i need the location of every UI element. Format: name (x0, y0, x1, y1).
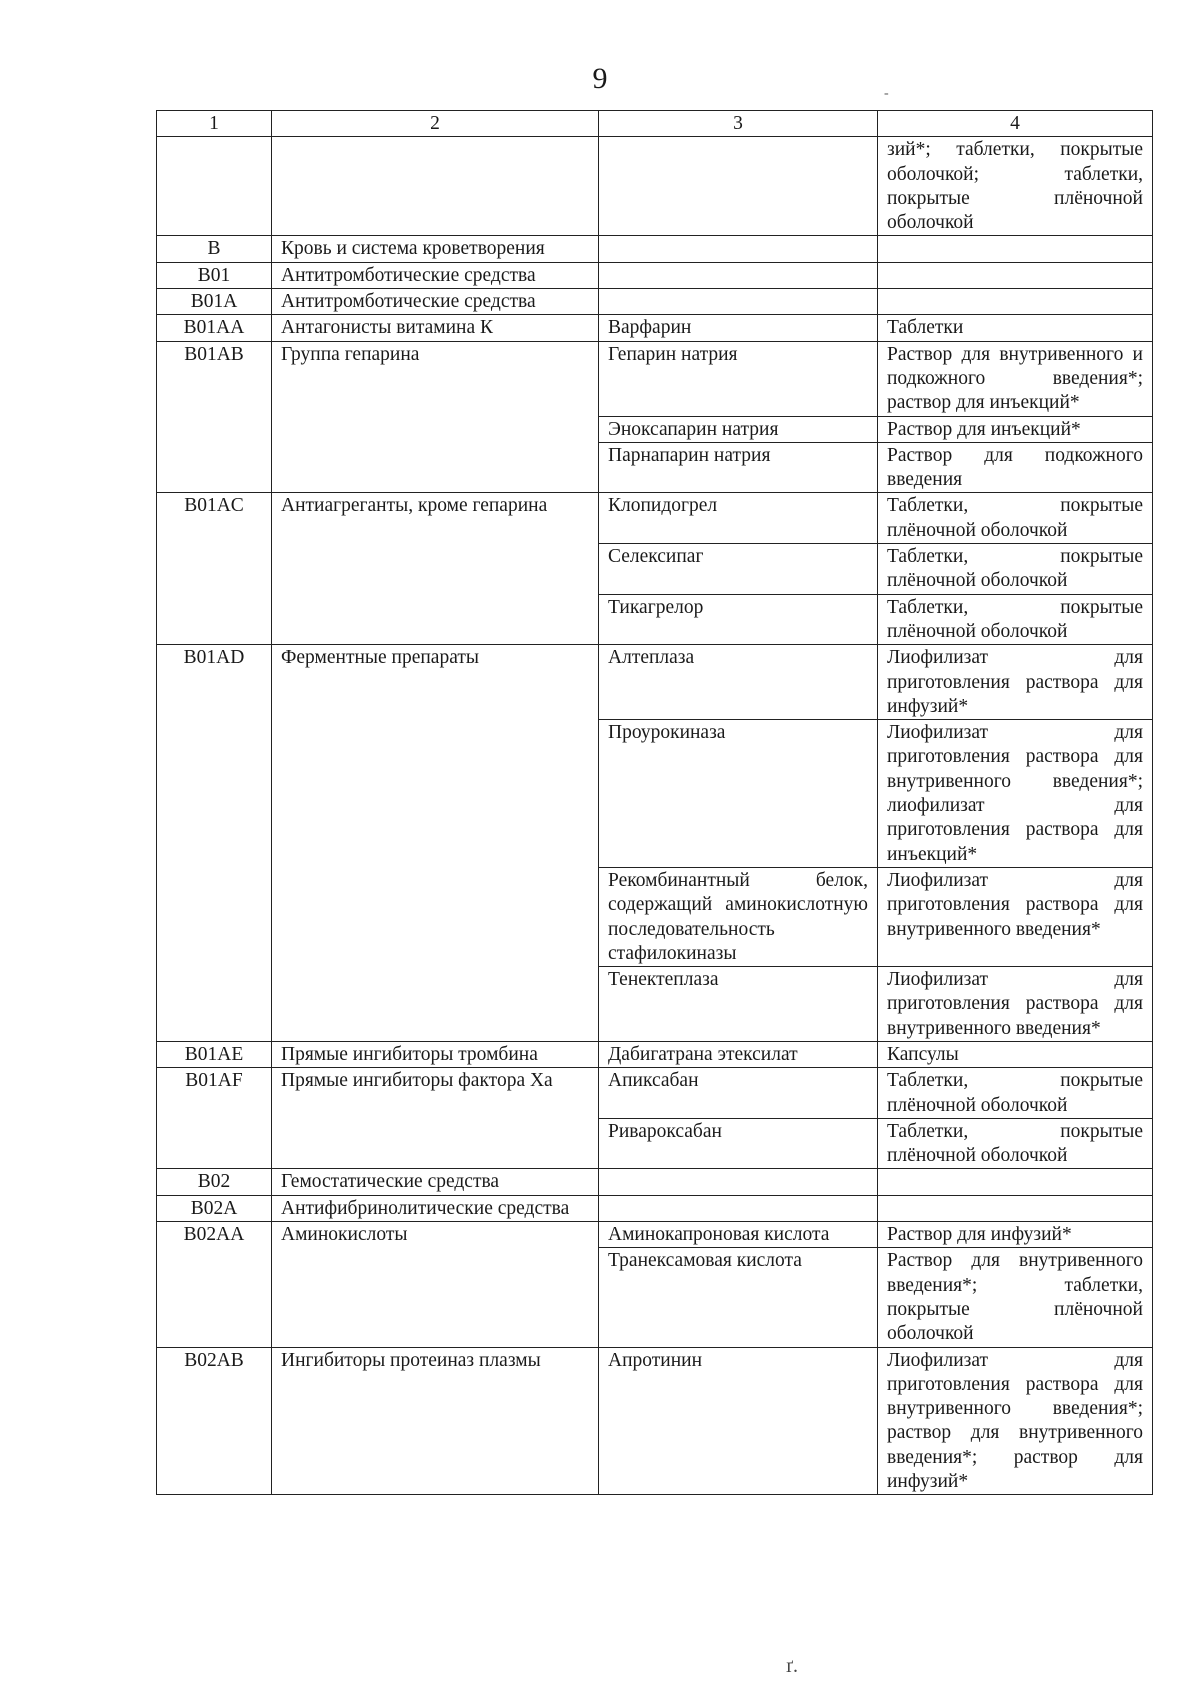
dosage-form-cell (878, 1195, 1153, 1221)
table-body (157, 137, 1153, 1495)
drug-name-cell: Транексамовая кислота (599, 1248, 878, 1347)
group-name-cell (272, 137, 599, 236)
group-name-cell: Ферментные препараты (272, 645, 599, 1042)
dosage-form-cell: Таблетки, покрытые плёночной оболочкой (878, 493, 1153, 544)
atc-code-cell: B01AD (157, 645, 272, 1042)
table-row (157, 1222, 1153, 1248)
dosage-form-cell: Таблетки, покрытые плёночной оболочкой (878, 1068, 1153, 1119)
drug-name-cell: Апиксабан (599, 1068, 878, 1119)
drug-name-cell (599, 289, 878, 315)
drug-name-cell: Тенектеплаза (599, 967, 878, 1042)
drug-name-cell: Апротинин (599, 1347, 878, 1495)
table-row (157, 1068, 1153, 1119)
table-row (157, 262, 1153, 288)
dosage-form-cell: Капсулы (878, 1041, 1153, 1067)
group-name-cell: Антифибринолитические средства (272, 1195, 599, 1221)
dosage-form-cell: Лиофилизат для приготовления раствора для внутривенного введения*; раствор для внутривенного введения*; раствор для инфузий* (878, 1347, 1153, 1495)
drug-name-cell: Рекомбинантный белок, содержащий аминокислотную последовательность стафилокиназы (599, 867, 878, 966)
group-name-cell: Антитромботические средства (272, 289, 599, 315)
dosage-form-cell: Лиофилизат для приготовления раствора для внутривенного введения* (878, 967, 1153, 1042)
dosage-form-cell: Раствор для внутривенного введения*; таблетки, покрытые плёночной оболочкой (878, 1248, 1153, 1347)
column-number: 3 (599, 111, 878, 137)
dosage-form-cell: Раствор для подкожного введения (878, 442, 1153, 493)
drug-name-cell: Алтеплаза (599, 645, 878, 720)
table-row (157, 289, 1153, 315)
continuation-row (157, 137, 1153, 236)
dosage-form-cell (878, 236, 1153, 262)
drug-name-cell: Проурокиназа (599, 720, 878, 868)
atc-code-cell: B01AF (157, 1068, 272, 1169)
atc-code-cell: B01A (157, 289, 272, 315)
table-row (157, 645, 1153, 720)
drug-name-cell: Варфарин (599, 315, 878, 341)
stray-mark-bottom: ґ. (786, 1655, 799, 1677)
drug-name-cell: Аминокапроновая кислота (599, 1222, 878, 1248)
table-row (157, 493, 1153, 544)
dosage-form-cell: Лиофилизат для приготовления раствора для инфузий* (878, 645, 1153, 720)
atc-code-cell: B (157, 236, 272, 262)
atc-code-cell: B02AA (157, 1222, 272, 1347)
atc-code-cell: B01AC (157, 493, 272, 645)
drug-name-cell: Ривароксабан (599, 1118, 878, 1169)
atc-code-cell: B02AB (157, 1347, 272, 1495)
dosage-form-cell: зий*; таблетки, покрытые оболочкой; таблетки, покрытые плёночной оболочкой (878, 137, 1153, 236)
drug-name-cell (599, 137, 878, 236)
table-row (157, 341, 1153, 416)
group-name-cell: Группа гепарина (272, 341, 599, 493)
dosage-form-cell: Таблетки, покрытые плёночной оболочкой (878, 594, 1153, 645)
drug-name-cell: Эноксапарин натрия (599, 416, 878, 442)
group-name-cell: Антагонисты витамина К (272, 315, 599, 341)
dosage-form-cell: Лиофилизат для приготовления раствора для внутривенного введения*; лиофилизат для приготовления раствора для инъекций* (878, 720, 1153, 868)
atc-code-cell: B01AE (157, 1041, 272, 1067)
group-name-cell: Прямые ингибиторы фактора Xa (272, 1068, 599, 1169)
column-number-row (157, 111, 1153, 137)
table-row (157, 1195, 1153, 1221)
atc-code-cell: B01AB (157, 341, 272, 493)
drug-name-cell: Селексипаг (599, 544, 878, 595)
drug-name-cell: Дабигатрана этексилат (599, 1041, 878, 1067)
drug-name-cell: Тикагрелор (599, 594, 878, 645)
atc-code-cell: B02 (157, 1169, 272, 1195)
atc-code-cell: B01AA (157, 315, 272, 341)
column-number: 2 (272, 111, 599, 137)
drug-name-cell: Клопидогрел (599, 493, 878, 544)
drug-name-cell (599, 236, 878, 262)
table-row (157, 1041, 1153, 1067)
group-name-cell: Ингибиторы протеиназ плазмы (272, 1347, 599, 1495)
dosage-form-cell: Раствор для инфузий* (878, 1222, 1153, 1248)
dosage-form-cell: Таблетки, покрытые плёночной оболочкой (878, 544, 1153, 595)
group-name-cell: Прямые ингибиторы тромбина (272, 1041, 599, 1067)
group-name-cell: Кровь и система кроветворения (272, 236, 599, 262)
atc-code-cell (157, 137, 272, 236)
table-row (157, 236, 1153, 262)
column-number: 4 (878, 111, 1153, 137)
table-row (157, 1169, 1153, 1195)
drug-name-cell (599, 1169, 878, 1195)
group-name-cell: Антиагреганты, кроме гепарина (272, 493, 599, 645)
atc-code-cell: B02A (157, 1195, 272, 1221)
group-name-cell: Антитромботические средства (272, 262, 599, 288)
group-name-cell: Аминокислоты (272, 1222, 599, 1347)
table-row (157, 1347, 1153, 1495)
drug-name-cell (599, 262, 878, 288)
drug-name-cell: Гепарин натрия (599, 341, 878, 416)
table-row (157, 315, 1153, 341)
stray-mark-top: - (884, 86, 889, 101)
dosage-form-cell (878, 289, 1153, 315)
dosage-form-cell: Раствор для инъекций* (878, 416, 1153, 442)
atc-code-cell: B01 (157, 262, 272, 288)
group-name-cell: Гемостатические средства (272, 1169, 599, 1195)
drug-classification-table (156, 110, 1153, 1495)
column-number: 1 (157, 111, 272, 137)
dosage-form-cell: Таблетки (878, 315, 1153, 341)
drug-name-cell (599, 1195, 878, 1221)
dosage-form-cell (878, 1169, 1153, 1195)
dosage-form-cell: Раствор для внутривенного и подкожного введения*; раствор для инъекций* (878, 341, 1153, 416)
page-number: 9 (592, 62, 608, 95)
dosage-form-cell: Таблетки, покрытые плёночной оболочкой (878, 1118, 1153, 1169)
dosage-form-cell (878, 262, 1153, 288)
drug-name-cell: Парнапарин натрия (599, 442, 878, 493)
dosage-form-cell: Лиофилизат для приготовления раствора для внутривенного введения* (878, 867, 1153, 966)
